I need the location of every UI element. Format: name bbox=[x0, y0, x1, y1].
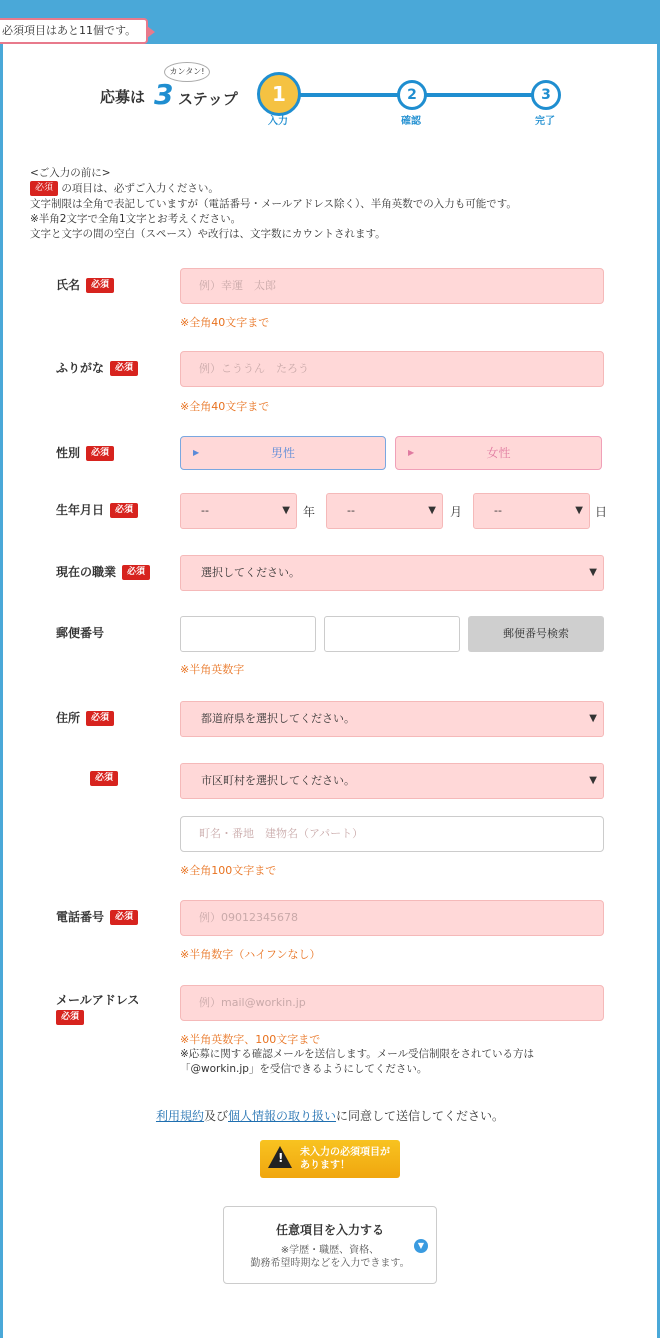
email-note: ※半角英数字、100文字まで bbox=[180, 1033, 321, 1046]
gender-male-label: 男性 bbox=[270, 446, 295, 460]
name-input[interactable]: 例）幸運 太郎 bbox=[180, 268, 604, 304]
intro-heading: <ご入力の前に> bbox=[30, 167, 111, 179]
privacy-link[interactable]: 個人情報の取り扱い bbox=[228, 1109, 337, 1123]
required-badge: 必須 bbox=[86, 278, 114, 293]
kana-label bbox=[56, 359, 138, 376]
dropdown-arrow-icon: ▼ bbox=[575, 505, 583, 516]
required-badge: 必須 bbox=[122, 565, 150, 580]
dropdown-arrow-icon: ▼ bbox=[282, 505, 290, 516]
email-info-2: 「@workin.jp」を受信できるようにしてください。 bbox=[180, 1063, 428, 1075]
intro-notes bbox=[30, 166, 630, 242]
zip-label: 郵便番号 bbox=[56, 626, 105, 640]
phone-label bbox=[56, 908, 138, 925]
zip-second-input[interactable] bbox=[324, 616, 460, 652]
kana-input[interactable]: 例）こううん たろう bbox=[180, 351, 604, 387]
gender-female-label: 女性 bbox=[486, 446, 511, 460]
kana-note: ※全角40文字まで bbox=[180, 400, 270, 413]
birth-month-value: -- bbox=[347, 504, 355, 517]
zip-note: ※半角英数字 bbox=[180, 663, 245, 676]
email-label-text: メールアドレス bbox=[56, 993, 140, 1007]
agree-rest: に同意して送信してください。 bbox=[336, 1109, 505, 1123]
steps-title-post: ステップ bbox=[178, 90, 238, 108]
address-note: ※全角100文字まで bbox=[180, 864, 277, 877]
steps-title-pre: 応募は bbox=[100, 88, 146, 106]
required-badge: 必須 bbox=[56, 1010, 84, 1025]
city-required-label bbox=[84, 771, 118, 786]
warning-line2: あります！ bbox=[300, 1160, 350, 1171]
required-badge: 必須 bbox=[110, 361, 138, 376]
step-3-label: 完了 bbox=[535, 116, 555, 127]
agree-and: 及び bbox=[203, 1109, 228, 1123]
job-select-value: 選択してください。 bbox=[201, 566, 300, 579]
intro-line3: ※半角2文字で全角1文字とお考えください。 bbox=[30, 212, 242, 225]
required-badge: 必須 bbox=[110, 503, 138, 518]
zip-search-button[interactable]: 郵便番号検索 bbox=[468, 616, 604, 652]
day-unit: 日 bbox=[595, 505, 608, 519]
birth-label-text: 生年月日 bbox=[56, 503, 105, 517]
triangle-icon: ▶ bbox=[408, 448, 415, 457]
intro-line1: の項目は、必ずご入力ください。 bbox=[61, 182, 219, 195]
step-1-circle: 1 bbox=[257, 72, 301, 116]
remaining-required-toast bbox=[0, 18, 148, 44]
required-badge: 必須 bbox=[86, 711, 114, 726]
birth-day-value: -- bbox=[494, 504, 502, 517]
required-badge: 必須 bbox=[110, 910, 138, 925]
year-unit: 年 bbox=[303, 505, 316, 519]
email-label bbox=[56, 991, 139, 1025]
city-value: 市区町村を選択してください。 bbox=[201, 774, 355, 787]
gender-female-button[interactable] bbox=[395, 436, 602, 470]
optional-items-button[interactable] bbox=[223, 1206, 437, 1284]
dropdown-arrow-icon: ▼ bbox=[589, 713, 597, 724]
intro-line4: 文字と文字の間の空白（スペース）や改行は、文字数にカウントされます。 bbox=[30, 227, 386, 240]
zip-first-input[interactable] bbox=[180, 616, 316, 652]
chevron-down-icon: ▼ bbox=[414, 1239, 428, 1253]
job-label-text: 現在の職業 bbox=[56, 565, 117, 579]
gender-label bbox=[56, 444, 114, 461]
phone-note: ※半角数字（ハイフンなし） bbox=[180, 948, 321, 961]
birth-day-select[interactable] bbox=[473, 493, 590, 529]
required-badge: 必須 bbox=[90, 771, 118, 786]
birth-month-select[interactable] bbox=[326, 493, 443, 529]
missing-required-warning bbox=[260, 1140, 400, 1178]
address-label bbox=[56, 709, 114, 726]
step-indicator bbox=[0, 58, 660, 138]
step-2-label: 確認 bbox=[401, 116, 421, 127]
name-note: ※全角40文字まで bbox=[180, 316, 270, 329]
birth-label bbox=[56, 501, 138, 518]
required-badge: 必須 bbox=[86, 446, 114, 461]
address-label-text: 住所 bbox=[56, 711, 81, 725]
required-badge: 必須 bbox=[30, 181, 58, 196]
optional-desc1: ※学歴・職歴、資格、 bbox=[280, 1245, 380, 1256]
intro-line2: 文字制限は全角で表記していますが（電話番号・メールアドレス除く）、半角英数での入力も可能です。 bbox=[30, 197, 517, 210]
exclamation-icon: ! bbox=[278, 1151, 284, 1165]
prefecture-select[interactable] bbox=[180, 701, 604, 737]
dropdown-arrow-icon: ▼ bbox=[428, 505, 436, 516]
birth-year-select[interactable] bbox=[180, 493, 297, 529]
steps-title-number: 3 bbox=[154, 78, 174, 111]
name-label bbox=[56, 276, 114, 293]
triangle-icon: ▶ bbox=[193, 448, 200, 457]
gender-label-text: 性別 bbox=[56, 446, 81, 460]
warning-line1: 未入力の必須項目が bbox=[300, 1147, 390, 1158]
agreement-text bbox=[0, 1107, 660, 1124]
step-1-label: 入力 bbox=[268, 116, 288, 127]
step-2-circle: 2 bbox=[397, 80, 427, 110]
gender-male-button[interactable] bbox=[180, 436, 386, 470]
phone-label-text: 電話番号 bbox=[56, 910, 105, 924]
kana-label-text: ふりがな bbox=[56, 361, 105, 375]
month-unit: 月 bbox=[450, 505, 463, 519]
terms-link[interactable]: 利用規約 bbox=[155, 1109, 204, 1123]
step-3-circle: 3 bbox=[531, 80, 561, 110]
job-select[interactable] bbox=[180, 555, 604, 591]
optional-desc2: 勤務希望時期などを入力できます。 bbox=[250, 1258, 410, 1269]
dropdown-arrow-icon: ▼ bbox=[589, 567, 597, 578]
birth-year-value: -- bbox=[201, 504, 209, 517]
email-info-1: ※応募に関する確認メールを送信します。メール受信制限をされている方は bbox=[180, 1048, 535, 1060]
optional-title: 任意項目を入力する bbox=[275, 1223, 384, 1237]
name-label-text: 氏名 bbox=[56, 278, 81, 292]
easy-bubble: カンタン! bbox=[164, 62, 210, 82]
phone-input[interactable]: 例）09012345678 bbox=[180, 900, 604, 936]
prefecture-value: 都道府県を選択してください。 bbox=[201, 712, 355, 725]
email-input[interactable]: 例）mail@workin.jp bbox=[180, 985, 604, 1021]
street-input[interactable]: 町名・番地 建物名（アパート） bbox=[180, 816, 604, 852]
city-select[interactable] bbox=[180, 763, 604, 799]
toast-text: 必須項目はあと11個です。 bbox=[2, 24, 137, 37]
job-label bbox=[56, 563, 150, 580]
dropdown-arrow-icon: ▼ bbox=[589, 775, 597, 786]
